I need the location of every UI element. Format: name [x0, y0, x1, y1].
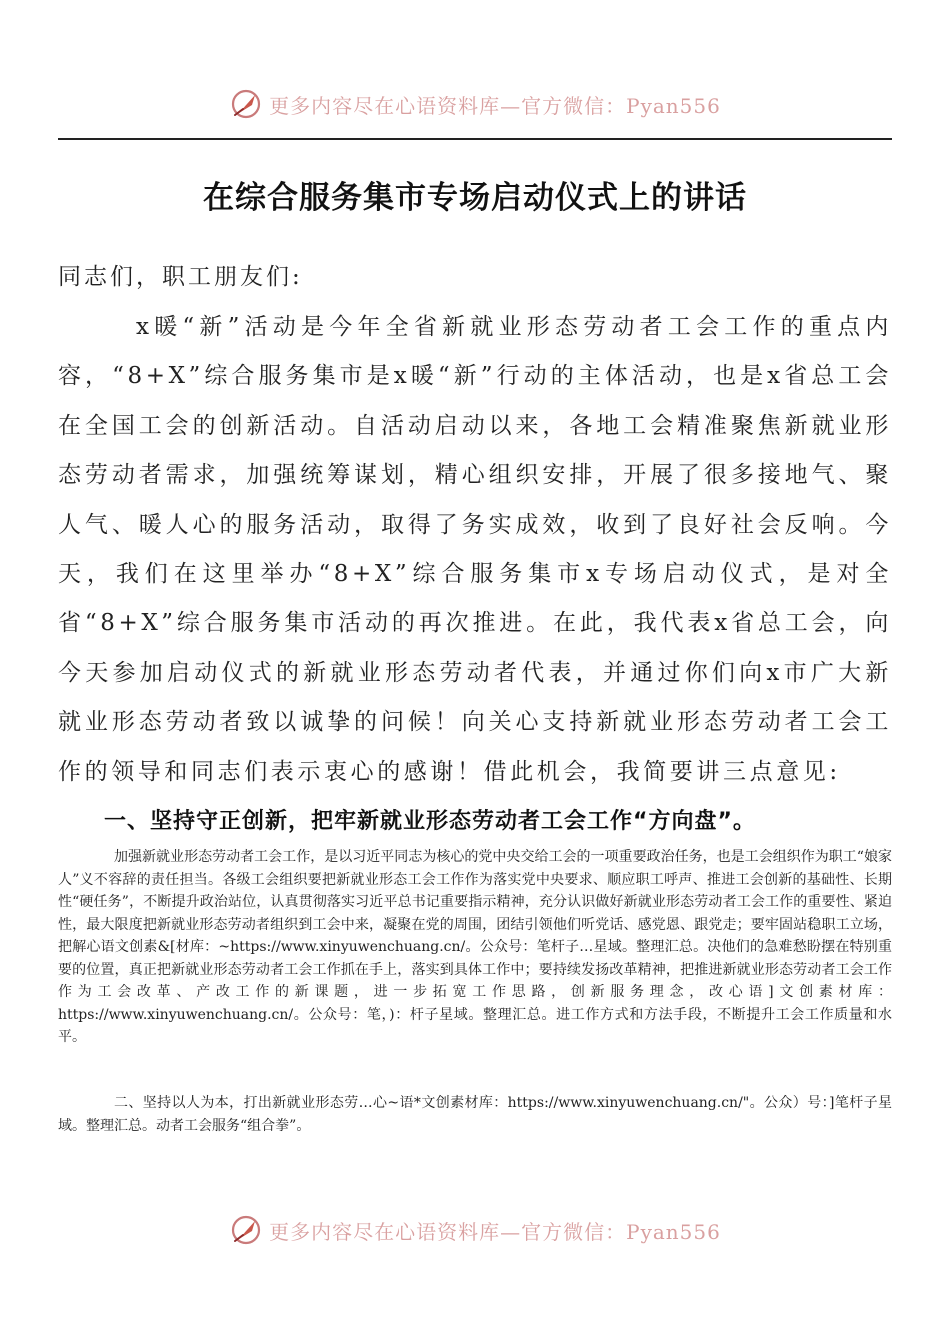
header-banner — [0, 84, 950, 124]
header-divider — [58, 138, 892, 140]
document-title: 在综合服务集市专场启动仪式上的讲话 — [203, 180, 747, 216]
quill-pen-logo-icon — [229, 87, 263, 121]
footer-banner-text: 更多内容尽在心语资料库—官方微信：Pyan556 — [269, 1219, 721, 1244]
header-banner-text: 更多内容尽在心语资料库—官方微信：Pyan556 — [269, 93, 721, 118]
section-1-paragraph: 加强新就业形态劳动者工会工作，是以习近平同志为核心的党中央交给工会的一项重要政治任务，也是工会组织作为职工“娘家人”义不容辞的责任担当。各级工会组织要把新就业形态工会工作作为落实党中央要求、顺应职工呼声、推进工会创新的基础性、长期性“硬任务”，不断提升政治站位，认真贯彻落实习近平总书记重要指示精神，充分认识做好新就业形态劳动者工会工作的重要性、紧迫性，最大限度把新就业形态劳动者组织到工会中来，凝聚在党的周围，团结引领他们听党话、感党恩、跟党走；要牢固站稳职工立场，把解心语文创素&[材库：~https://www.xinyuwenchuang.cn/。公众号：笔杆子…星域。整理汇总。决他们的急难愁盼摆在特别重要的位置，真正把新就业形态劳动者工会工作抓在手上，落实到具体工作中；要持续发扬改革精神，把推进新就业形态劳动者工会工作作为工会改革、产改工作的新课题，进一步拓宽工作思路，创新服务理念，改心语]文创素材库：https://www.xinyuwenchuang.cn/。公众号：笔，)：杆子星域。整理汇总。进工作方式和方法手段，不断提升工会工作质量和水平。 — [58, 849, 892, 1045]
section-1-heading: 一、坚持守正创新，把牢新就业形态劳动者工会工作“方向盘”。 — [104, 809, 756, 834]
quill-pen-logo-icon — [229, 1213, 263, 1247]
section-2-paragraph: 二、坚持以人为本，打出新就业形态劳…心~语*文创素材库：https://www.xinyuwenchuang.cn/"。公众）号：]笔杆子星域。整理汇总。动者工会服务“组合拳”。 — [58, 1095, 892, 1134]
intro-paragraph: x暖“新”活动是今年全省新就业形态劳动者工会工作的重点内容，“8+X”综合服务集市是x暖“新”行动的主体活动，也是x省总工会在全国工会的创新活动。自活动启动以来，各地工会精准聚焦新就业形态劳动者需求，加强统筹谋划，精心组织安排，开展了很多接地气、聚人气、暖人心的服务活动，取得了务实成效，收到了良好社会反响。今天，我们在这里举办“8+X”综合服务集市x专场启动仪式，是对全省“8+X”综合服务集市活动的再次推进。在此，我代表x省总工会，向今天参加启动仪式的新就业形态劳动者代表，并通过你们向x市广大新就业形态劳动者致以诚挚的问候！向关心支持新就业形态劳动者工会工作的领导和同志们表示衷心的感谢！借此机会，我简要讲三点意见: — [58, 314, 892, 785]
salutation: 同志们，职工朋友们: — [58, 264, 303, 290]
footer-banner — [0, 1210, 950, 1250]
